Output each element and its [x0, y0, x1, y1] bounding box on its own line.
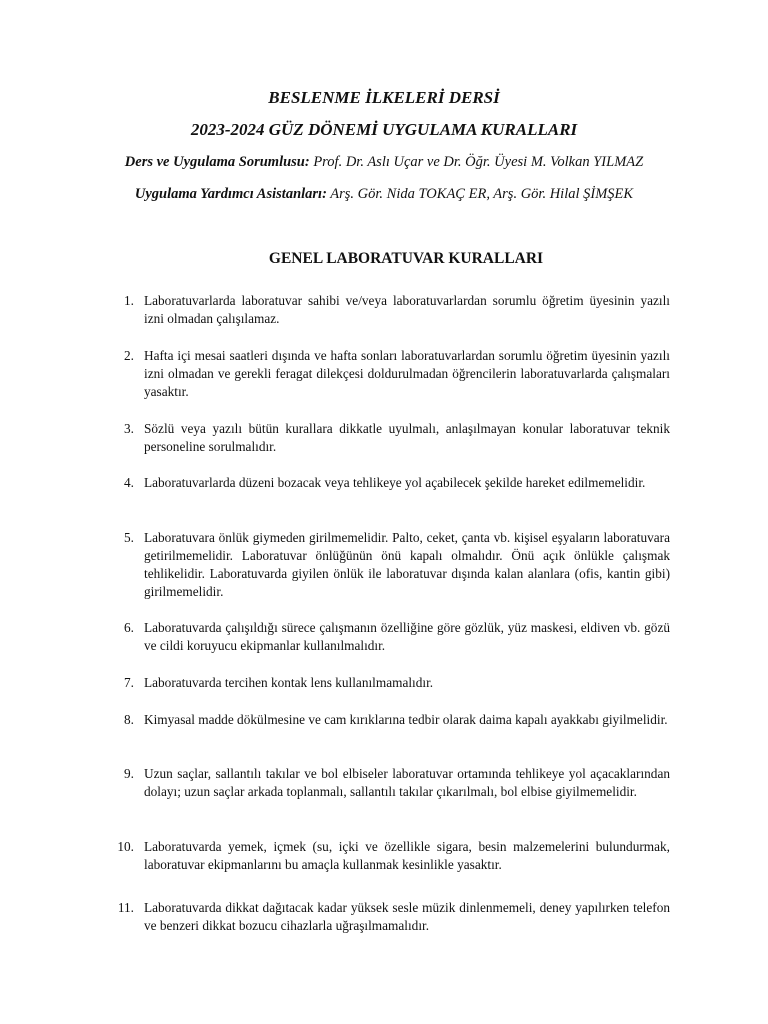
rule-text: Sözlü veya yazılı bütün kurallara dikkatle uyulmalı, anlaşılmayan konular laboratuvar teknik personeline sorulmalıdır. [144, 421, 670, 454]
rule-text: Laboratuvarlarda laboratuvar sahibi ve/veya laboratuvarlardan sorumlu öğretim üyesinin yazılı izni olmadan çalışılamaz. [144, 293, 670, 326]
rule-text: Laboratuvarda dikkat dağıtacak kadar yüksek sesle müzik dinlenmemeli, deney yapılırken telefon ve benzeri dikkat bozucu cihazlarla uğraşılmamalıdır. [144, 900, 670, 933]
rule-text: Laboratuvarda çalışıldığı sürece çalışmanın özelliğine göre gözlük, yüz maskesi, eldiven vb. gözü ve cildi koruyucu ekipmanlar kullanılmalıdır. [144, 620, 670, 653]
rule-number: 6. [124, 620, 134, 635]
course-title: BESLENME İLKELERİ DERSİ [268, 88, 500, 107]
rule-number: 4. [124, 475, 134, 490]
rule-text: Laboratuvarda yemek, içmek (su, içki ve özellikle sigara, besin malzemelerini bulundurmak, laboratuvar ekipmanlarını bu amaçla kullanmak kesinlikle yasaktır. [144, 839, 670, 872]
assistants-label: Uygulama Yardımcı Asistanları: [134, 186, 327, 202]
term-title: 2023-2024 GÜZ DÖNEMİ UYGULAMA KURALLARI [190, 120, 578, 139]
rule-number: 2. [124, 348, 134, 363]
rule-text: Laboratuvarlarda düzeni bozacak veya tehlikeye yol açabilecek şekilde hareket edilmemelidir. [144, 475, 646, 490]
rule-number: 7. [124, 675, 134, 690]
rule-number: 11. [117, 900, 134, 915]
rule-text: Uzun saçlar, sallantılı takılar ve bol elbiseler laboratuvar ortamında tehlikeye yol açacaklarından dolayı; uzun saçlar arkada toplanmalı, sallantılı takılar çıkarılmalı, bol elbise giyilmemelidir. [144, 766, 670, 799]
section-title: GENEL LABORATUVAR KURALLARI [268, 250, 544, 267]
responsible-label: Ders ve Uygulama Sorumlusu: [124, 154, 310, 170]
responsible-line [0, 154, 768, 171]
rule-text: Hafta içi mesai saatleri dışında ve hafta sonları laboratuvarlardan sorumlu öğretim üyesinin yazılı izni olmadan ve gerekli feragat dilekçesi doldurulmadan öğrencilerin laboratuvarlarda çalışmaları yasaktır. [144, 348, 670, 399]
rule-number: 8. [124, 712, 134, 727]
assistants-names: Arş. Gör. Nida TOKAÇ ER, Arş. Gör. Hilal ŞİMŞEK [326, 186, 634, 202]
rule-number: 1. [124, 293, 134, 308]
rule-number: 3. [124, 421, 134, 436]
rule-number: 10. [117, 839, 134, 854]
rule-text: Kimyasal madde dökülmesine ve cam kırıklarına tedbir olarak daima kapalı ayakkabı giyilmelidir. [144, 712, 668, 727]
responsible-names: Prof. Dr. Aslı Uçar ve Dr. Öğr. Üyesi M. Volkan YILMAZ [309, 154, 644, 170]
rule-text: Laboratuvara önlük giymeden girilmemelidir. Palto, ceket, çanta vb. kişisel eşyaların laboratuvara getirilmemelidir. Laboratuvar önlüğünün önü kapalı olmalıdır. Önü açık önlükle çalışmak tehlikelidir. Laboratuvarda giyilen önlük ile laboratuvar dışında kalan alanlara (ofis, kantin gibi) girilmemelidir. [144, 530, 670, 599]
rule-number: 9. [124, 766, 134, 781]
rule-text: Laboratuvarda tercihen kontak lens kullanılmamalıdır. [144, 675, 434, 690]
rule-number: 5. [124, 530, 134, 545]
assistants-line [0, 186, 768, 203]
